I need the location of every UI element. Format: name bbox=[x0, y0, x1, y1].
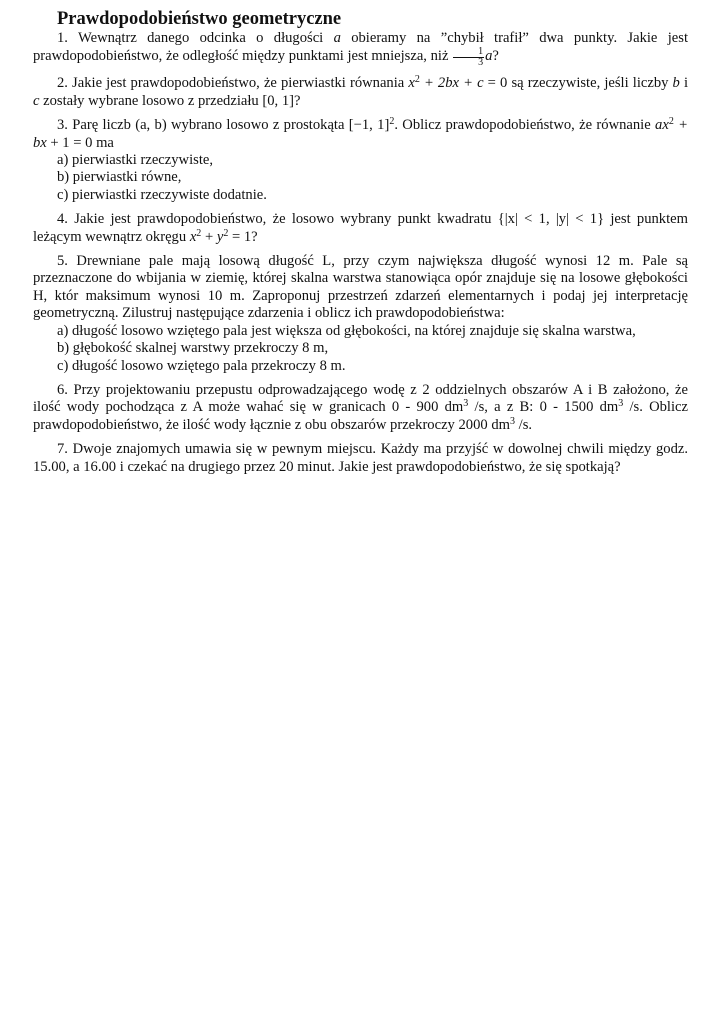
sub-item-b: b) głębokość skalnej warstwy przekroczy 8 m, bbox=[57, 340, 329, 357]
problem-2 bbox=[33, 75, 688, 110]
fraction: $\frac{1}{3}$ bbox=[453, 47, 484, 68]
problem-5 bbox=[33, 253, 688, 375]
problem-4-text: 4. Jakie jest prawdopodobieństwo, że losowo wybrany punkt kwadratu {|x| < 1, |y| < 1} jest punktem leżącym wewnątrz okręgu $x^2 + y^2 = 1$? bbox=[33, 211, 688, 245]
problem-1 bbox=[33, 30, 688, 68]
problem-2-text: 2. Jakie jest prawdopodobieństwo, że pierwiastki równania $x^2 + 2bx + c = 0$ są rzeczywiste, jeśli liczby b i c zostały wybrane losowo z przedziału [0, 1]? bbox=[33, 74, 689, 109]
problem-3 bbox=[33, 117, 688, 204]
sub-item-c: c) pierwiastki rzeczywiste dodatnie. bbox=[57, 186, 267, 203]
document-title: Prawdopodobieństwo geometryczne bbox=[57, 9, 342, 29]
problem-6-text: 6. Przy projektowaniu przepustu odprowadzającego wodę z 2 oddzielnych obszarów A i B założono, że ilość wody pochodząca z A może wahać się w granicach 0 - 900 $dm^3$ /s, a z B: 0 - 1500 $dm^3$ /s. Oblicz prawdopodobieństwo, że ilość wody łącznie z obu obszarów przekroczy 2000 $dm^3$ /s. bbox=[33, 381, 688, 433]
problem-3-text: 3. Parę liczb (a, b) wybrano losowo z prostokąta [−1, 1]$^2$. Oblicz prawdopodobieństwo, że równanie $ax^2$ + bx + 1 = 0 ma bbox=[33, 116, 689, 151]
problem-6 bbox=[33, 382, 688, 434]
document-page bbox=[33, 8, 688, 483]
problem-7 bbox=[33, 441, 688, 476]
sub-item-b: b) pierwiastki równe, bbox=[57, 169, 182, 186]
sub-item-a: a) pierwiastki rzeczywiste, bbox=[57, 152, 213, 169]
problem-7-text: 7. Dwoje znajomych umawia się w pewnym miejscu. Każdy ma przyjść w dowolnej chwili między godz. 15.00, a 16.00 i czekać na drugiego przez 20 minut. Jakie jest prawdopodobieństwo, że się spotkają? bbox=[33, 441, 688, 475]
sub-item-c: c) długość losowo wziętego pala przekroczy 8 m. bbox=[57, 357, 346, 374]
problem-5-text: 5. Drewniane pale mają losową długość L, przy czym największa długość wynosi 12 m. Pale są przeznaczone do wbijania w ziemię, której skalna warstwa stanowiąca opór znajduje się na losowe głębokości H, któr maksimum wynosi 10 m. Zaproponuj przestrzeń zdarzeń elementarnych i podaj jej interpretację geometryczną. Zilustruj następujące zdarzenia i oblicz ich prawdopodobieństwa: bbox=[33, 253, 688, 322]
problem-4 bbox=[33, 211, 688, 246]
problem-1-text: 1. Wewnątrz danego odcinka o długości a obieramy na ”chybił trafił” dwa punkty. Jakie jest prawdopodobieństwo, że odległość między punktami jest mniejsza, niż $\frac{1}{3}$ a? bbox=[33, 30, 689, 69]
sub-item-a: a) długość losowo wziętego pala jest większa od głębokości, na której znajduje się skalna warstwa, bbox=[57, 322, 636, 339]
